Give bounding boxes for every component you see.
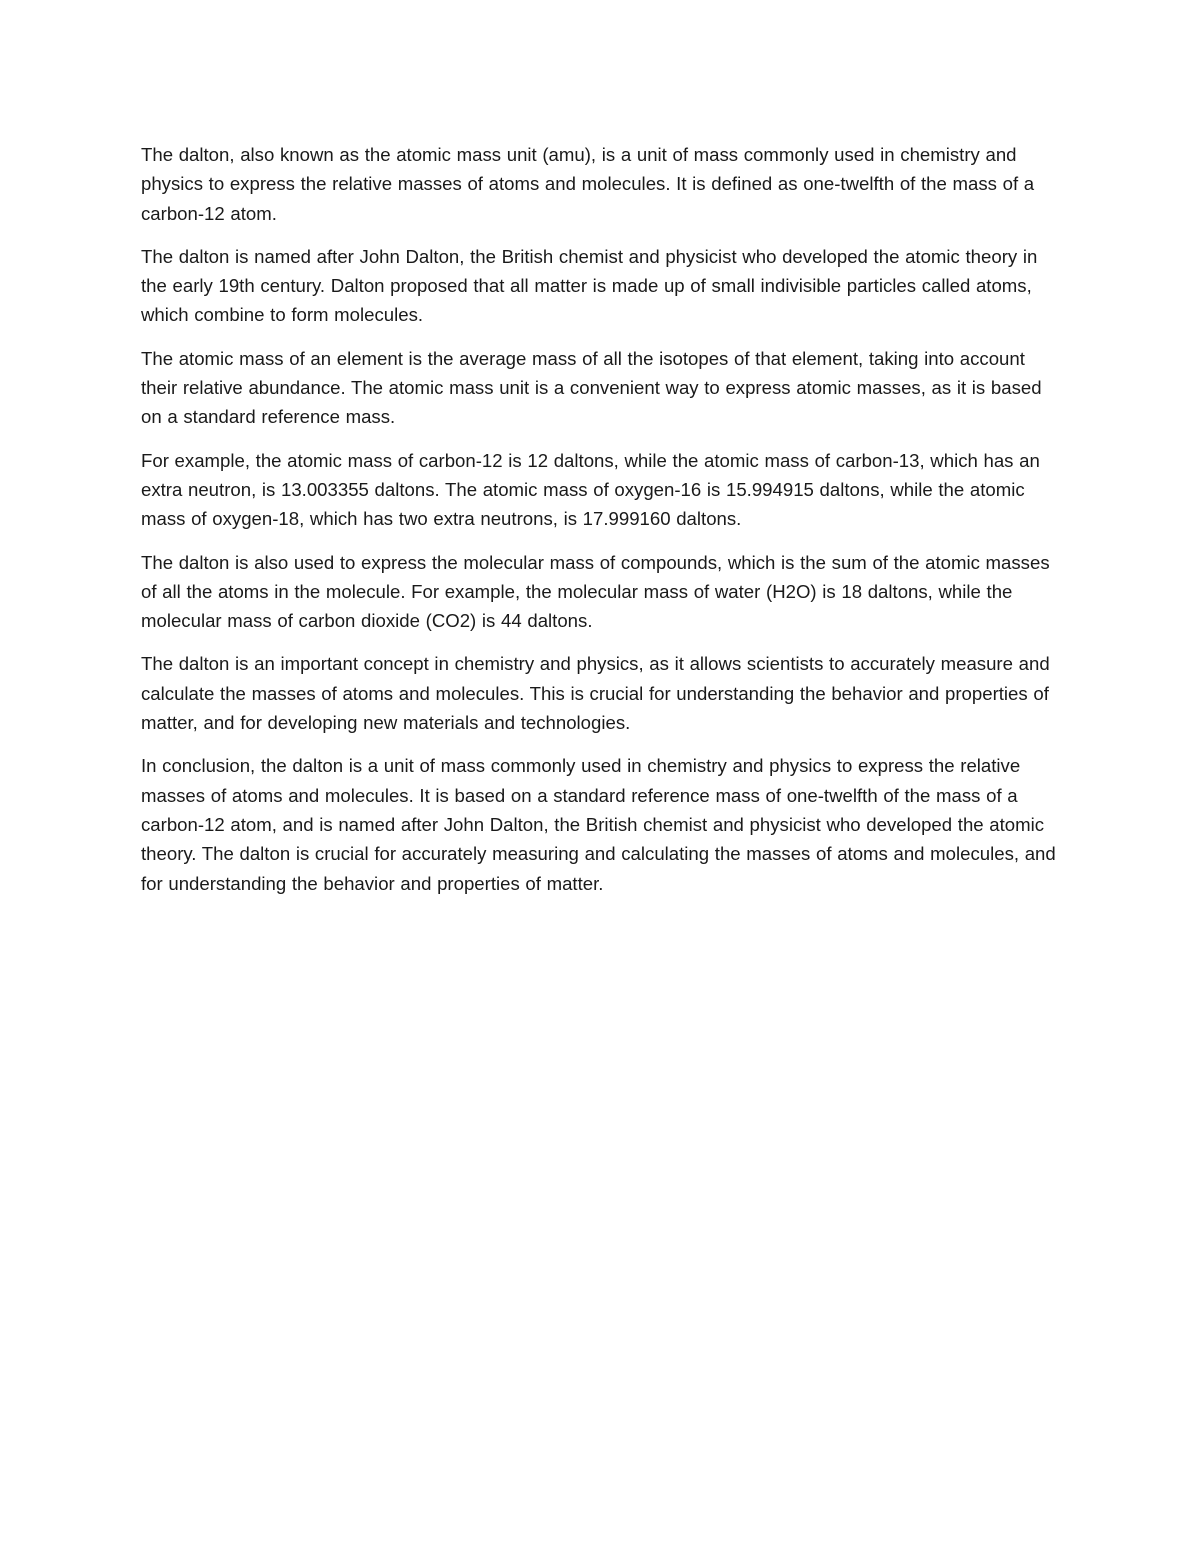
paragraph-examples: For example, the atomic mass of carbon-12 is 12 daltons, while the atomic mass of carbon-13, which has an extra neutron, is 13.003355 daltons. The atomic mass of oxygen-16 is 15.994915 daltons, while the atomic mass of oxygen-18, which has two extra neutrons, is 17.999160 daltons. (141, 449, 1040, 530)
paragraph-naming: The dalton is named after John Dalton, the British chemist and physicist who developed the atomic theory in the early 19th century. Dalton proposed that all matter is made up of small indivisible particles called atoms, which combine to form molecules. (141, 245, 1038, 326)
paragraph-conclusion: In conclusion, the dalton is a unit of mass commonly used in chemistry and physics to express the relative masses of atoms and molecules. It is based on a standard reference mass of one-twelfth of the mass of a carbon-12 atom, and is named after John Dalton, the British chemist and physicist who developed the atomic theory. The dalton is crucial for accurately measuring and calculating the masses of atoms and molecules, and for understanding the behavior and properties of matter. (141, 755, 1056, 894)
paragraph-definition: The dalton, also known as the atomic mass unit (amu), is a unit of mass commonly used in chemistry and physics to express the relative masses of atoms and molecules. It is defined as one-twelfth of the mass of a carbon-12 atom. (141, 144, 1035, 224)
paragraph-importance: The dalton is an important concept in chemistry and physics, as it allows scientists to accurately measure and calculate the masses of atoms and molecules. This is crucial for understanding the behavior and properties of matter, and for developing new materials and technologies. (141, 653, 1050, 734)
paragraph-atomic-mass: The atomic mass of an element is the average mass of all the isotopes of that element, taking into account their relative abundance. The atomic mass unit is a convenient way to express atomic masses, as it is based on a standard reference mass. (141, 347, 1042, 428)
paragraph-molecular-mass: The dalton is also used to express the molecular mass of compounds, which is the sum of the atomic masses of all the atoms in the molecule. For example, the molecular mass of water (H2O) is 18 daltons, while the molecular mass of carbon dioxide (CO2) is 44 daltons. (141, 551, 1050, 632)
document-body (141, 140, 1066, 912)
